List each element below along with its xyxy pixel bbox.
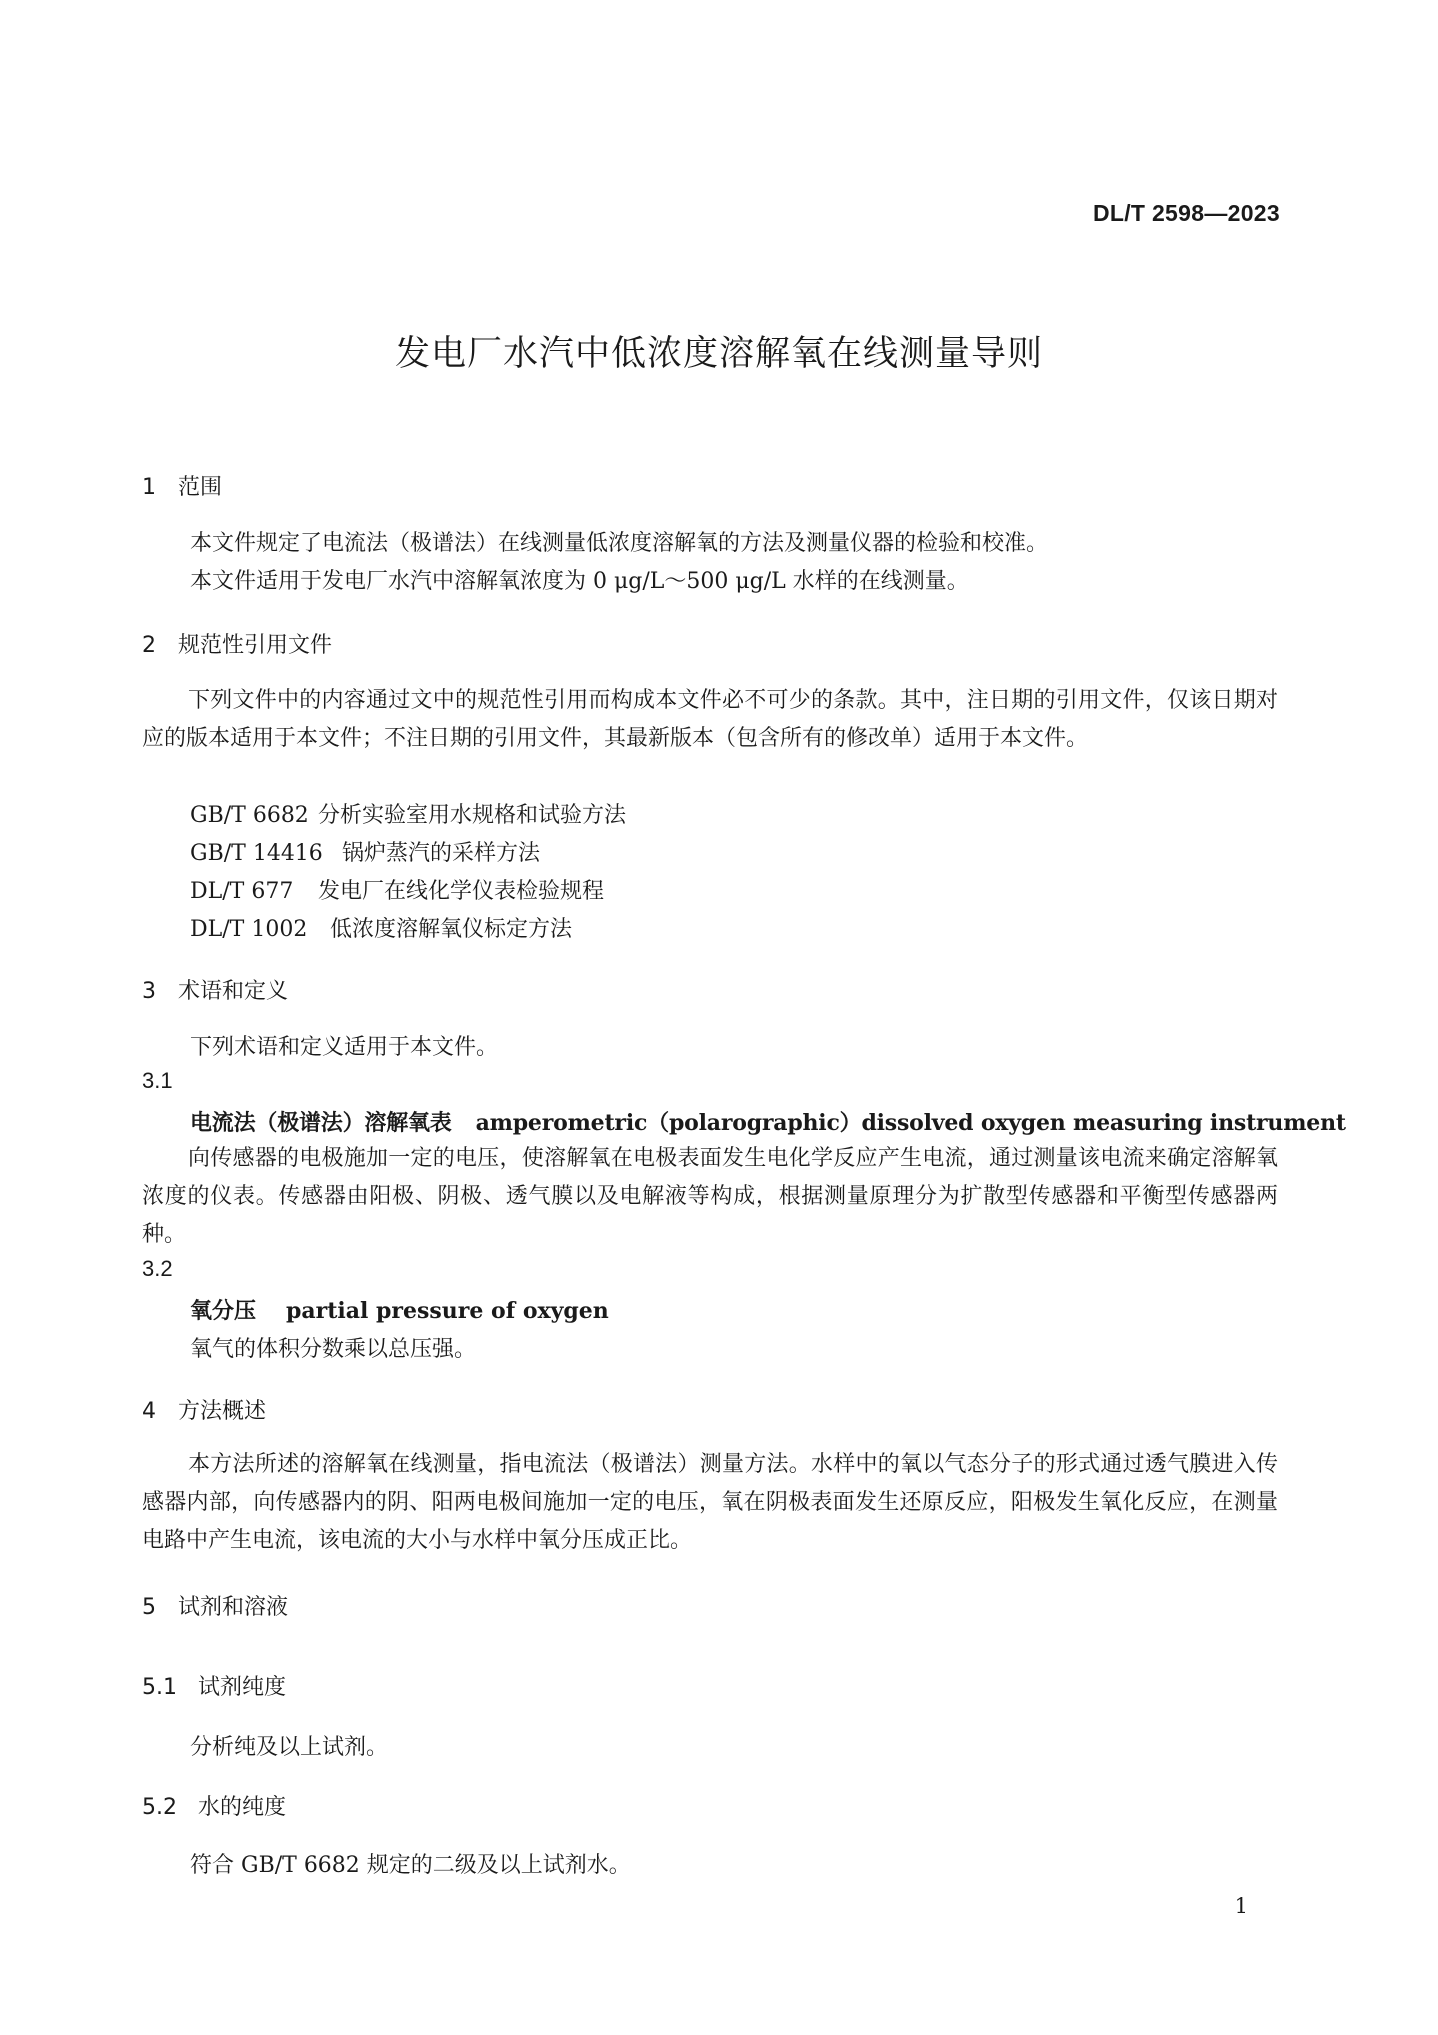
section-title: 试剂和溶液 (178, 1595, 289, 1620)
subsection-5-1-body: 分析纯及以上试剂。 (190, 1735, 389, 1760)
subsection-number: 5.1 (142, 1675, 177, 1700)
term-chinese: 电流法（极谱法）溶解氧表 (190, 1111, 452, 1136)
subsection-title: 试剂纯度 (198, 1675, 287, 1700)
term-3-2-definition: 氧气的体积分数乘以总压强。 (190, 1337, 477, 1362)
subsection-title: 水的纯度 (198, 1795, 287, 1820)
reference-code: DL/T 677 (190, 879, 294, 904)
section-1-paragraph-1: 本文件规定了电流法（极谱法）在线测量低浓度溶解氧的方法及测量仪器的检验和校准。 (190, 531, 1049, 556)
document-title: 发电厂水汽中低浓度溶解氧在线测量导则 (394, 334, 1043, 374)
section-5-heading (142, 1590, 288, 1621)
page-number: 1 (1234, 1894, 1248, 1918)
reference-item (190, 874, 604, 905)
reference-title: 发电厂在线化学仪表检验规程 (318, 879, 605, 904)
section-number: 2 (142, 633, 156, 658)
term-english: amperometric（polarographic）dissolved oxygen measuring instrument (475, 1110, 1346, 1136)
section-number: 4 (142, 1399, 156, 1424)
subsection-5-2-heading (142, 1790, 286, 1821)
standard-code: DL/T 2598—2023 (1092, 200, 1280, 226)
section-title: 术语和定义 (178, 979, 289, 1004)
section-number: 3 (142, 979, 156, 1004)
term-3-2 (190, 1294, 609, 1325)
reference-title: 分析实验室用水规格和试验方法 (318, 803, 627, 828)
term-3-2-number: 3.2 (142, 1256, 173, 1281)
section-title: 规范性引用文件 (178, 633, 333, 658)
reference-item (190, 798, 626, 829)
section-4-body: 本方法所述的溶解氧在线测量，指电流法（极谱法）测量方法。水样中的氧以气态分子的形式通过透气膜进入传感器内部，向传感器内的阴、阳两电极间施加一定的电压，氧在阴极表面发生还原反应，阳极发生氧化反应，在测量电路中产生电流，该电流的大小与水样中氧分压成正比。 (142, 1452, 1278, 1553)
section-3-heading (142, 974, 288, 1005)
reference-item (190, 836, 540, 867)
section-1-heading (142, 470, 222, 501)
term-chinese: 氧分压 (190, 1299, 257, 1324)
term-3-1 (190, 1106, 1346, 1137)
section-title: 范围 (178, 475, 223, 500)
section-number: 5 (142, 1595, 156, 1620)
subsection-5-1-heading (142, 1670, 286, 1701)
section-4-heading (142, 1394, 266, 1425)
reference-item (190, 912, 572, 943)
section-2-intro: 下列文件中的内容通过文中的规范性引用而构成本文件必不可少的条款。其中，注日期的引用文件，仅该日期对应的版本适用于本文件；不注日期的引用文件，其最新版本（包含所有的修改单）适用于本文件。 (142, 688, 1278, 751)
subsection-5-2-body: 符合 GB/T 6682 规定的二级及以上试剂水。 (190, 1853, 631, 1878)
section-1-paragraph-2: 本文件适用于发电厂水汽中溶解氧浓度为 0 μg/L～500 μg/L 水样的在线测量。 (190, 569, 969, 594)
section-title: 方法概述 (178, 1399, 267, 1424)
reference-code: GB/T 6682 (190, 803, 309, 828)
reference-code: DL/T 1002 (190, 917, 308, 942)
section-2-heading (142, 628, 332, 659)
reference-code: GB/T 14416 (190, 841, 323, 866)
term-3-1-number: 3.1 (142, 1068, 173, 1093)
subsection-number: 5.2 (142, 1795, 177, 1820)
reference-title: 低浓度溶解氧仪标定方法 (330, 917, 573, 942)
section-number: 1 (142, 475, 156, 500)
term-english: partial pressure of oxygen (286, 1298, 609, 1324)
reference-title: 锅炉蒸汽的采样方法 (342, 841, 541, 866)
term-3-1-definition: 向传感器的电极施加一定的电压，使溶解氧在电极表面发生电化学反应产生电流，通过测量该电流来确定溶解氧浓度的仪表。传感器由阳极、阴极、透气膜以及电解液等构成，根据测量原理分为扩散型传感器和平衡型传感器两种。 (142, 1146, 1278, 1247)
section-3-intro: 下列术语和定义适用于本文件。 (190, 1035, 499, 1060)
